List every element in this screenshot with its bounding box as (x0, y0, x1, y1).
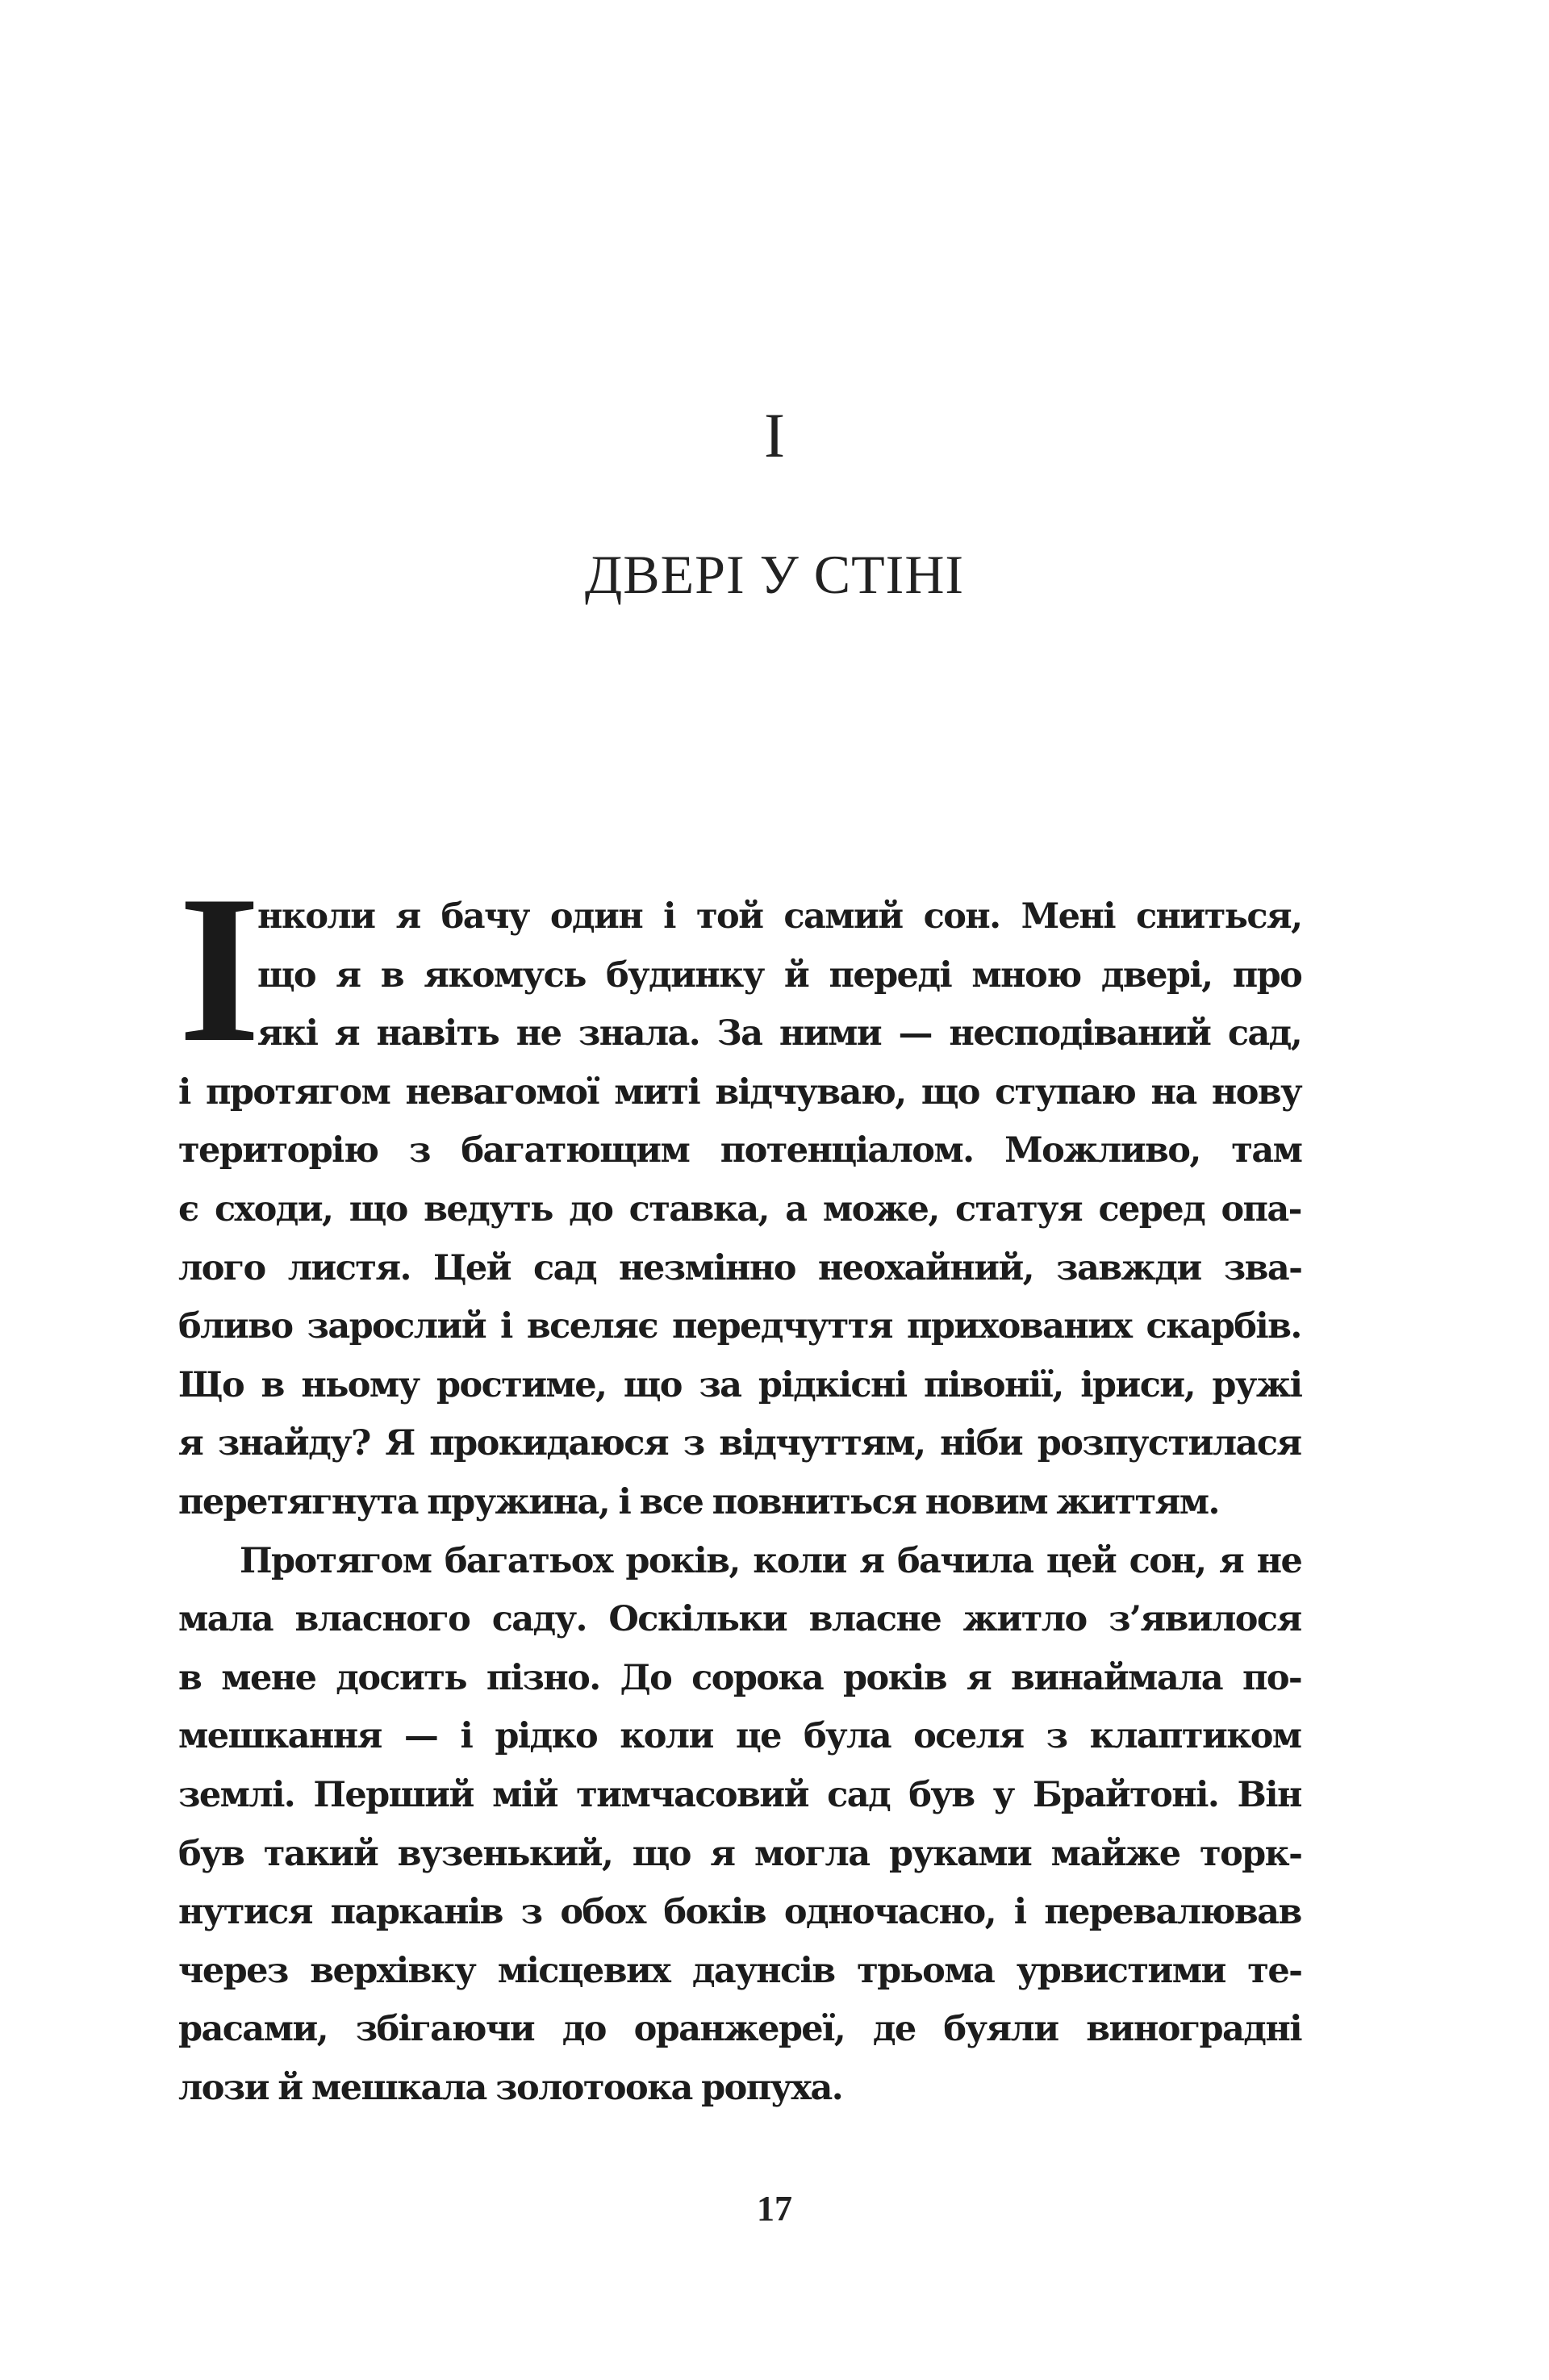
text-line: Що в ньому ростиме, що за рідкісні півонії, іриси, ружі (178, 1364, 1302, 1405)
text-line: був такий вузенький, що я могла руками майже торк- (178, 1833, 1302, 1874)
body-text (178, 852, 1302, 2117)
text-line: я знайду? Я прокидаюся з відчуттям, ніби розпустилася (178, 1423, 1301, 1464)
text-line: є сходи, що ведуть до ставка, а може, статуя серед опа- (178, 1188, 1301, 1230)
paragraph-1 (178, 852, 1302, 1532)
chapter-title: ДВЕРІ У СТІНІ (584, 544, 965, 605)
text-line: нколи я бачу один і той самий сон. Мені сниться, (257, 896, 1302, 937)
text-line: лого листя. Цей сад незмінно неохайний, завжди зва- (178, 1247, 1302, 1288)
chapter-number: I (764, 400, 785, 470)
drop-cap: І (178, 852, 261, 1086)
text-line: расами, збігаючи до оранжереї, де буяли виноградні (178, 2009, 1301, 2050)
paragraph-2 (178, 1532, 1301, 2118)
text-line: перетягнута пружина, і все повниться новим життям. (178, 1481, 1219, 1522)
text-line: і протягом невагомої миті відчуваю, що ступаю на нову (178, 1071, 1302, 1113)
text-line: землі. Перший мій тимчасовий сад був у Брайтоні. Він (178, 1774, 1301, 1815)
text-line: мала власного саду. Оскільки власне житло з’явилося (178, 1599, 1301, 1640)
page-number: 17 (757, 2189, 792, 2228)
text-line: мешкання — і рідко коли це була оселя з клаптиком (178, 1716, 1301, 1757)
text-line: що я в якомусь будинку й переді мною двері, про (257, 954, 1302, 996)
text-line: які я навіть не знала. За ними — несподіваний сад, (257, 1013, 1302, 1054)
text-line: лози й мешкала золотоока ропуха. (178, 2067, 843, 2108)
text-line: територію з багатющим потенціалом. Можливо, там (178, 1130, 1302, 1171)
text-line: нутися парканів з обох боків одночасно, і перевалював (178, 1892, 1301, 1933)
text-line: в мене досить пізно. До сорока років я винаймала по- (178, 1657, 1302, 1698)
text-line: Протягом багатьох років, коли я бачила цей сон, я не (240, 1540, 1302, 1581)
text-line: бливо зарослий і вселяє передчуття прихованих скарбів. (178, 1306, 1301, 1347)
text-line: через верхівку місцевих даунсів трьома урвистими те- (178, 1950, 1302, 1991)
